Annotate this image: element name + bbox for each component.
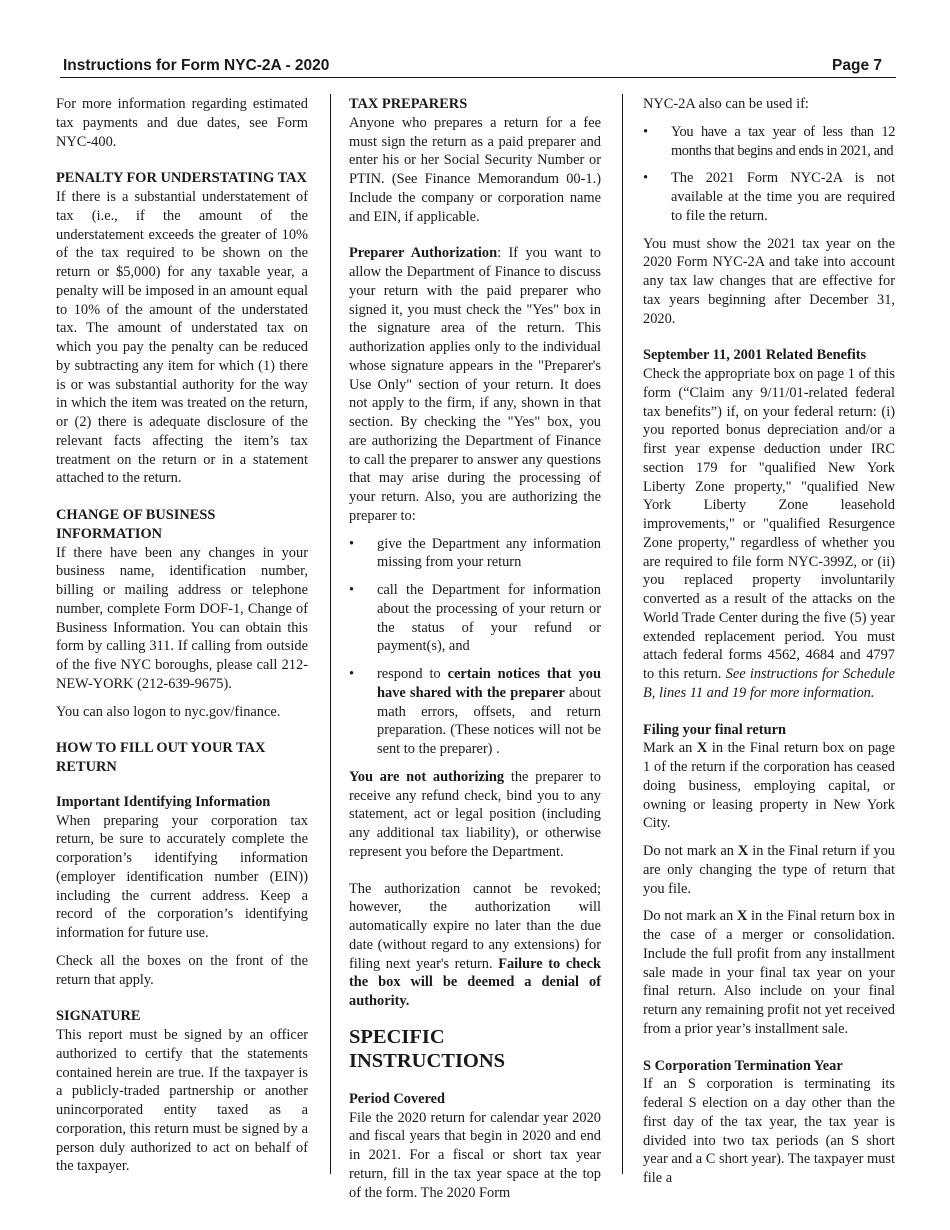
paragraph-do-not-mark-1 [643, 842, 895, 898]
column-2 [349, 95, 601, 1211]
do-not-mark-text: in the Final return box in the case of a merger or consolidation. Include the full profit from any installment sale made in your final tax year on your final return. Also include on your final return any remaining profit not yet received from a prior year’s installment sale. [643, 908, 895, 1037]
do-not-mark-text: in the Final return if you are only changing the type of return that you file. [643, 843, 895, 897]
list-item [643, 123, 895, 161]
x-mark: X [696, 740, 708, 757]
heading-sept-11-benefits: September 11, 2001 Related Benefits [643, 347, 867, 364]
bullet-icon: • [349, 535, 355, 552]
heading-final-return: Filing your final return [643, 721, 786, 738]
paragraph-check-boxes: Check all the boxes on the front of the return that apply. [56, 952, 308, 988]
paragraph-tax-preparers: Anyone who prepares a return for a fee must sign the return as a paid preparer and enter his or her Social Security Number or PTIN. (See Finance Memorandum 00-1.) Include the company or corporation name and EIN, if applicable. [349, 114, 601, 225]
list-item-bold-text: certain notices that you have shared with the preparer [377, 666, 601, 701]
not-authorizing-label: You are not authorizing [349, 768, 505, 785]
list-item-text: respond to [377, 666, 448, 682]
list-item-text: call the Department for information about the processing of your return or the status of your refund or payment(s), and [377, 582, 601, 655]
paragraph-penalty: If there is a substantial understatement of tax (i.e., if the amount of the understatement exceeds the greater of 10% of the tax required to be shown on the return or $5,000) for any taxable year, a penalty will be imposed in an amount equal to 10% of the amount of the understated tax. The amount of understated tax on which you pay the penalty can be reduced by subtracting any item for which (1) there is or was substantial authority for the way in which the item was treated on the return, or (2) there is adequate disclosure of the relevant facts affecting the item’s tax treatment on the return or in a statement attached to the return. [56, 189, 308, 487]
list-item [643, 169, 895, 225]
bullet-icon: • [643, 123, 649, 140]
authorization-bullet-list [349, 535, 601, 759]
paragraph-signature: This report must be signed by an officer authorized to certify that the statements contained herein are true. If the taxpayer is a publicly-traded partnership or another unincorporated entity taxed as a corporation, this return must be signed by a person duly authorized to act on behalf of the taxpayer. [56, 1027, 308, 1175]
list-item-text: about math errors, offsets, and return preparation. (These notices will not be sent to the preparer) . [377, 684, 601, 757]
heading-period-covered: Period Covered [349, 1090, 446, 1107]
heading-signature: SIGNATURE [56, 1008, 141, 1025]
paragraph-authorization-revoked [349, 880, 601, 1011]
document-title: Instructions for Form NYC-2A - 2020 [63, 57, 330, 74]
heading-tax-preparers: TAX PREPARERS [349, 96, 468, 112]
column-3 [643, 95, 895, 1197]
paragraph-not-authorizing [349, 768, 601, 862]
paragraph-identifying-info: When preparing your corporation tax return, be sure to accurately complete the corporation’s identifying information (employer identification number (EIN)) including the current address. Keep a record of the corporation’s identifying information for future use. [56, 812, 308, 941]
sept-11-italic-text: See instructions for Schedule B, lines 11 and 19 for more information. [643, 666, 895, 701]
do-not-mark-text: Do not mark an [643, 908, 737, 925]
list-item [349, 535, 601, 573]
heading-how-to-fill: HOW TO FILL OUT YOUR TAX RETURN [56, 740, 266, 775]
bullet-icon: • [349, 582, 355, 598]
paragraph-period-covered: File the 2020 return for calendar year 2020 and fiscal years that begin in 2020 and end in 2021. For a fiscal or short tax year return, fill in the tax year space at the top of the form. The 2020 Form [349, 1109, 601, 1201]
x-mark: X [736, 908, 748, 925]
sept-11-text: Check the appropriate box on page 1 of this form (“Claim any 9/11/01-related federal tax benefits”) if, on your federal return: (i) you reported bonus depreciation and/or a first year expense deduction under IRC section 179 for "qualified New York Liberty Zone property," "qualified New York Liberty Zone leasehold improvements," or "qualified Resurgence Zone property," regardless of whether you are required to file form NYC-399Z, or (ii) you replaced property involuntarily converted as a result of the attacks on the World Trade Center during the five (5) year extended replacement period. You must attach federal forms 4562, 4684 and 4797 to this return. [643, 366, 895, 682]
paragraph-logon: You can also logon to nyc.gov/finance. [56, 703, 281, 720]
list-item-text: The 2021 Form NYC-2A is not available at the time you are required to file the return. [671, 170, 895, 224]
list-item-text: give the Department any information missing from your return [377, 535, 601, 571]
paragraph-also-used: NYC-2A also can be used if: [643, 96, 809, 112]
paragraph-sept-11-benefits [643, 365, 895, 703]
preparer-authorization-text: : If you want to allow the Department of Finance to discuss your return with the paid preparer who signed it, you must check the "Yes" box in the signature area of the return. This authorization applies only to the individual whose signature appears in the "Preparer's Use Only" section of your return. It does not apply to the firm, if any, shown in that section. By checking the "Yes" box, you are authorizing the Department of Finance to call the preparer to answer any questions that may arise during the processing of your return. Also, you are authorizing the preparer to: [349, 245, 601, 524]
heading-identifying-info: Important Identifying Information [56, 793, 271, 810]
paragraph-preparer-authorization [349, 244, 601, 525]
column-divider-right [622, 94, 623, 1174]
paragraph-s-corp-termination: If an S corporation is terminating its federal S election on a day other than the first day of the tax year, the tax year is divided into two tax periods (an S short year and a C short year). The taxpayer must file a [643, 1076, 895, 1186]
paragraph-show-tax-year: You must show the 2021 tax year on the 2020 Form NYC-2A and take into account any tax law changes that are effective for tax years beginning after December 31, 2020. [643, 235, 895, 327]
paragraph-change-of-business: If there have been any changes in your business name, identification number, billing or mailing address or telephone number, complete Form DOF-1, Change of Business Information. You can obtain this form by calling 311. If calling from outside of the five NYC boroughs, please call 212-NEW-YORK (212-639-9675). [56, 544, 308, 692]
heading-s-corp-termination: S Corporation Termination Year [643, 1057, 843, 1074]
revoked-text: The authorization cannot be revoked; however, the authorization will automatically expire no later than the due date (without regard to any extensions) for filing next year's return. [349, 880, 601, 972]
paragraph-final-return [643, 739, 895, 833]
x-mark: X [737, 843, 749, 859]
final-return-text: Mark an [643, 740, 697, 757]
heading-change-of-business: CHANGE OF BUSINESS INFORMATION [56, 507, 216, 542]
final-return-text: in the Final return box on page 1 of the return if the corporation has ceased doing business, employing capital, or owning or leasing property in New York City. [643, 740, 895, 832]
page-number: Page 7 [832, 57, 882, 74]
list-item [349, 665, 601, 759]
list-item [349, 581, 601, 656]
preparer-authorization-label: Preparer Authorization [349, 245, 498, 262]
column-divider-left [330, 94, 331, 1174]
column-1 [56, 95, 308, 1185]
bullet-icon: • [643, 170, 649, 187]
list-item-text: You have a tax year of less than 12 months that begins and ends in 2021, and [671, 123, 895, 159]
heading-specific-instructions: SPECIFIC INSTRUCTIONS [349, 1025, 506, 1072]
also-used-bullet-list [643, 123, 895, 226]
heading-penalty: PENALTY FOR UNDERSTATING TAX [56, 170, 307, 187]
paragraph-estimated-tax: For more information regarding estimated tax payments and due dates, see Form NYC-400. [56, 96, 308, 150]
not-authorizing-text: the preparer to receive any refund check, bind you to any statement, act or legal position (including any additional tax liability), or otherwise represent you before the Department. [349, 768, 601, 860]
bullet-icon: • [349, 666, 355, 682]
revoked-bold-text: Failure to check the box will be deemed a denial of authority. [349, 955, 601, 1009]
page-header [60, 56, 896, 78]
paragraph-do-not-mark-2 [643, 907, 895, 1038]
do-not-mark-text: Do not mark an [643, 843, 738, 859]
